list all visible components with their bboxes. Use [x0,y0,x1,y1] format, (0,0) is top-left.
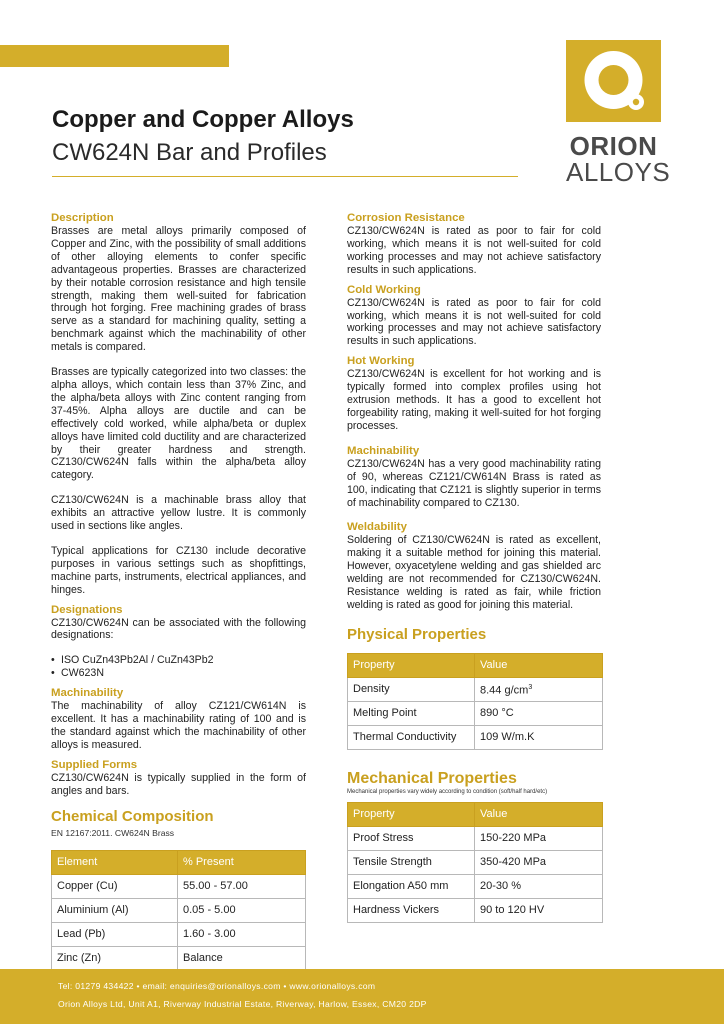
table-cell: Hardness Vickers [348,898,475,922]
chemical-standard: EN 12167:2011. CW624N Brass [51,827,175,838]
table-cell: Copper (Cu) [52,874,178,898]
chemical-composition-table [51,850,306,971]
machinability-rating-heading: Machinability [347,444,420,457]
table-cell: Elongation A50 mm [348,874,475,898]
title-divider [52,176,518,177]
footer-bar [0,969,724,1024]
left-column [51,212,306,971]
table-cell: 109 W/m.K [475,725,603,749]
description-paragraph-2: Brasses are typically categorized into two classes: the alpha alloys, which contain less than 37% Zinc, and the alpha/beta alloys with Zinc content ranging from 37-45%. Alpha alloys are ductile and can be effectively cold worked, while alpha/beta or duplex alloys have limited cold ductility and are characterized by their greater hardness and strength. CZ130/CW624N falls within the alpha/beta alloy category. [51,366,306,482]
logo-word-alloys: ALLOYS [566,157,671,187]
description-heading: Description [51,212,114,224]
weldability-text: Soldering of CZ130/CW624N is rated as excellent, making it a suitable method for joining this material. However, oxyacetylene welding and gas shielded arc welding are not recommended for CZ130/CW624N. Resistance welding is rated as fair, while friction welding is rated as good for joining this material. [347,534,601,611]
table-cell: 1.60 - 3.00 [178,922,306,946]
logo-word-orion: ORION [569,131,658,161]
physical-properties-heading: Physical Properties [347,625,487,643]
mechanical-properties-heading: Mechanical Properties [347,769,517,787]
table-cell: Balance [178,946,306,970]
supplied-forms-heading: Supplied Forms [51,758,138,771]
table-cell: 150-220 MPa [475,826,603,850]
table-header-row [348,653,603,677]
machinability-text: The machinability of alloy CZ121/CW614N is excellent. It has a machinability rating of 100 and is the standard against which the machinability of other alloys is measured. [51,700,306,751]
density-value: 8.44 g/cm [480,684,529,697]
table-cell: Aluminium (Al) [52,898,178,922]
table-cell: 90 to 120 HV [475,898,603,922]
column-header: Value [475,802,603,826]
list-item: • CW623N [51,667,306,680]
table-row [348,677,603,701]
footer-contact: Tel: 01279 434422 • email: enquiries@orionalloys.com • www.orionalloys.com [58,981,376,991]
table-cell: 890 °C [475,701,603,725]
supplied-forms-text: CZ130/CW624N is typically supplied in the form of angles and bars. [51,771,306,797]
hot-working-text: CZ130/CW624N is excellent for hot working and is typically formed into complex profiles using hot extrusion methods. It has a good to excellent hot forgeability rating, making it well-suited for hot forging processes. [347,368,601,432]
table-cell: Lead (Pb) [52,922,178,946]
table-cell: 20-30 % [475,874,603,898]
table-cell: Proof Stress [348,826,475,850]
designations-heading: Designations [51,603,123,616]
column-header: % Present [178,850,306,874]
column-header: Element [52,850,178,874]
cold-working-heading: Cold Working [347,283,421,296]
table-row [52,874,306,898]
header-accent-bar [0,45,229,67]
chemical-composition-heading: Chemical Composition [51,807,214,825]
machinability-rating-text: CZ130/CW624N has a very good machinability rating of 90, whereas CZ121/CW614N Brass is rated as 100, indicating that CZ121 is slightly superior in terms of machinability compared to CZ130. [347,457,601,509]
designations-list [51,654,306,680]
table-header-row [348,802,603,826]
column-header: Property [348,653,475,677]
hot-working-heading: Hot Working [347,355,415,368]
table-cell: 350-420 MPa [475,850,603,874]
table-row [348,701,603,725]
list-item: • ISO CuZn43Pb2Al / CuZn43Pb2 [51,654,306,667]
column-header: Property [348,802,475,826]
designations-text: CZ130/CW624N can be associated with the following designations: [51,616,306,642]
table-cell: 0.05 - 5.00 [178,898,306,922]
table-row [348,874,603,898]
machinability-heading: Machinability [51,687,124,700]
column-header: Value [475,653,603,677]
description-paragraph-1: Brasses are metal alloys primarily composed of Copper and Zinc, with the possibility of small additions of other alloying elements to confer specific advantageous properties. Brasses are characterized by their notable corrosion resistance and high tensile strength, making them well-suited for fabrication through hot forging. Free machining grades of brass serve as a standard for machining quality, setting a benchmark against which the machinability of other metals is compared. [51,225,306,354]
table-row [52,946,306,970]
weldability-heading: Weldability [347,521,407,534]
table-row [348,826,603,850]
table-header-row [52,850,306,874]
table-row [52,898,306,922]
density-unit-exponent: 3 [528,683,533,691]
table-row [348,898,603,922]
table-cell: Density [348,677,475,701]
cold-working-text: CZ130/CW624N is rated as poor to fair for cold working, which means it is not well-suited for cold working processes and may not achieve satisfactory results in such applications. [347,296,601,348]
corrosion-heading: Corrosion Resistance [347,212,465,224]
table-cell: Tensile Strength [348,850,475,874]
orion-q-icon [566,40,661,122]
page-title: Copper and Copper Alloys [52,106,354,133]
page-subtitle: CW624N Bar and Profiles [52,139,327,166]
corrosion-text: CZ130/CW624N is rated as poor to fair for cold working, which means it is not well-suited for cold working processes and may not achieve satisfactory results in such applications. [347,225,601,276]
table-row [348,725,603,749]
mechanical-properties-table [347,802,603,923]
physical-properties-table [347,653,603,750]
table-cell: 55.00 - 57.00 [178,874,306,898]
table-cell: Thermal Conductivity [348,725,475,749]
table-cell: Zinc (Zn) [52,946,178,970]
description-paragraph-3: CZ130/CW624N is a machinable brass alloy that exhibits an attractive yellow lustre. It is commonly used in sections like angles. [51,494,306,533]
mechanical-properties-note: Mechanical properties vary widely according to condition (soft/half hard/etc) [347,788,548,795]
right-column [347,212,601,923]
table-cell: Melting Point [348,701,475,725]
description-paragraph-4: Typical applications for CZ130 include decorative purposes in various settings such as shopfittings, machine parts, instruments, electrical appliances, and hinges. [51,544,306,596]
orion-alloys-logo [566,40,671,187]
table-cell [475,677,603,701]
table-row [52,922,306,946]
footer-address: Orion Alloys Ltd, Unit A1, Riverway Industrial Estate, Riverway, Harlow, Essex, CM20 2DP [58,999,427,1009]
table-row [348,850,603,874]
